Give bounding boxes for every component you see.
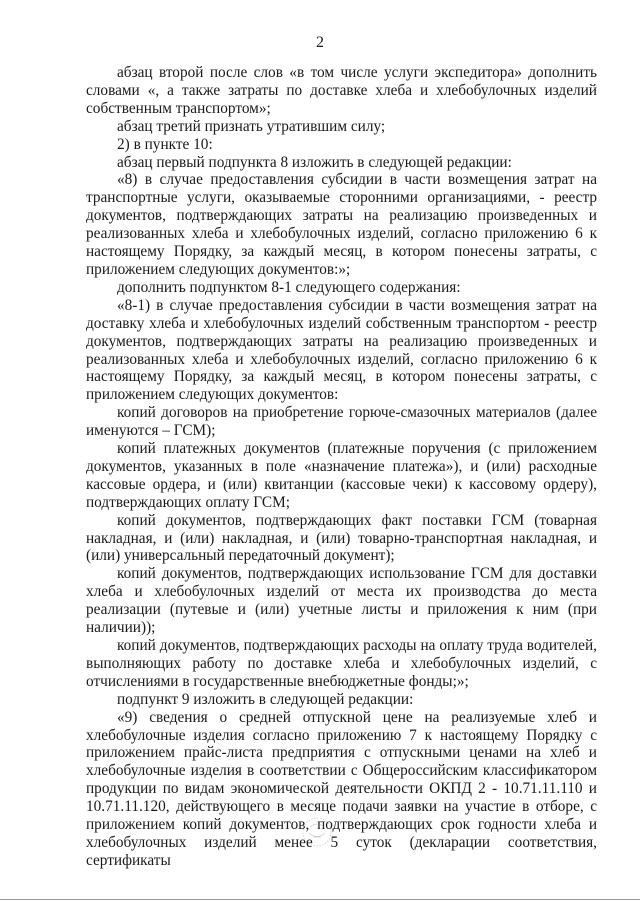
paragraph-4: абзац первый подпункта 8 изложить в следующей редакции: <box>117 153 512 171</box>
paragraph-11: копий документов, подтверждающих использование ГСМ для доставки хлеба и хлебобулочных изделий от места их производства до места реализации (путевые и (или) учетные листы и приложения к ним (при наличии)); <box>86 565 597 637</box>
paragraph-9: копий платежных документов (платежные поручения (с приложением документов, указанных в поле «назначение платежа»), и (или) расходные кассовые ордера, и (или) квитанции (кассовые чеки) к кассовому ордеру), подтверждающих оплату ГСМ; <box>86 440 597 511</box>
paragraph-3: 2) в пункте 10: <box>117 135 213 153</box>
paragraph-1: абзац второй после слов «в том числе услуги экспедитора» дополнить словами «, а также затраты по доставке хлеба и хлебобулочных изделий собственным транспортом»; <box>86 64 597 117</box>
paragraph-7: «8-1) в случае предоставления субсидии в части возмещения затрат на доставку хлеба и хлебобулочных изделий собственным транспортом - реестр документов, подтверждающих затраты на реализацию произведенных и реализованных хлеба и хлебобулочных изделий, согласно приложению 6 к настоящему Порядку, за каждый месяц, в котором понесены затраты, с приложением следующих документов: <box>86 296 597 404</box>
page-number: 2 <box>316 34 324 51</box>
paragraph-8: копий договоров на приобретение горюче-смазочных материалов (далее именуются – ГСМ); <box>86 404 597 440</box>
paragraph-2: абзац третий признать утратившим силу; <box>117 117 386 135</box>
paragraph-13: подпункт 9 изложить в следующей редакции: <box>117 690 414 708</box>
paragraph-14: «9) сведения о средней отпускной цене на реализуемые хлеб и хлебобулочные изделия согласно приложению 7 к настоящему Порядку с приложением прайс-листа предприятия с отпускными ценами на хлеб и хлебобулочные изделия в соответствии с Общероссийским классификатором продукции по видам экономической деятельности ОКПД 2 - 10.71.11.110 и 10.71.11.120, действующего в месяце подачи заявки на участие в отборе, с приложением копий документов, подтверждающих срок годности хлеба и хлебобулочных изделий менее 5 суток (декларации соответствия, сертификаты <box>86 708 597 869</box>
paragraph-10: копий документов, подтверждающих факт поставки ГСМ (товарная накладная, и (или) накладная, и (или) товарно-транспортная накладная, и (или) универсальный передаточный документ); <box>86 511 597 565</box>
document-body <box>86 64 597 870</box>
paragraph-5: «8) в случае предоставления субсидии в части возмещения затрат на транспортные услуги, оказываемые сторонними организациями, - реестр документов, подтверждающих затраты на реализацию произведенных и реализованных хлеба и хлебобулочных изделий, согласно приложению 6 к настоящему Порядку, за каждый месяц, в котором понесены затраты, с приложением следующих документов:»; <box>86 171 597 278</box>
paragraph-12: копий документов, подтверждающих расходы на оплату труда водителей, выполняющих работу по доставке хлеба и хлебобулочных изделий, с отчислениями в государственные внебюджетные фонды;»; <box>86 637 597 690</box>
bottom-edge-line <box>0 899 640 900</box>
paragraph-6: дополнить подпунктом 8-1 следующего содержания: <box>117 278 461 296</box>
faint-seal-icon <box>300 815 334 849</box>
